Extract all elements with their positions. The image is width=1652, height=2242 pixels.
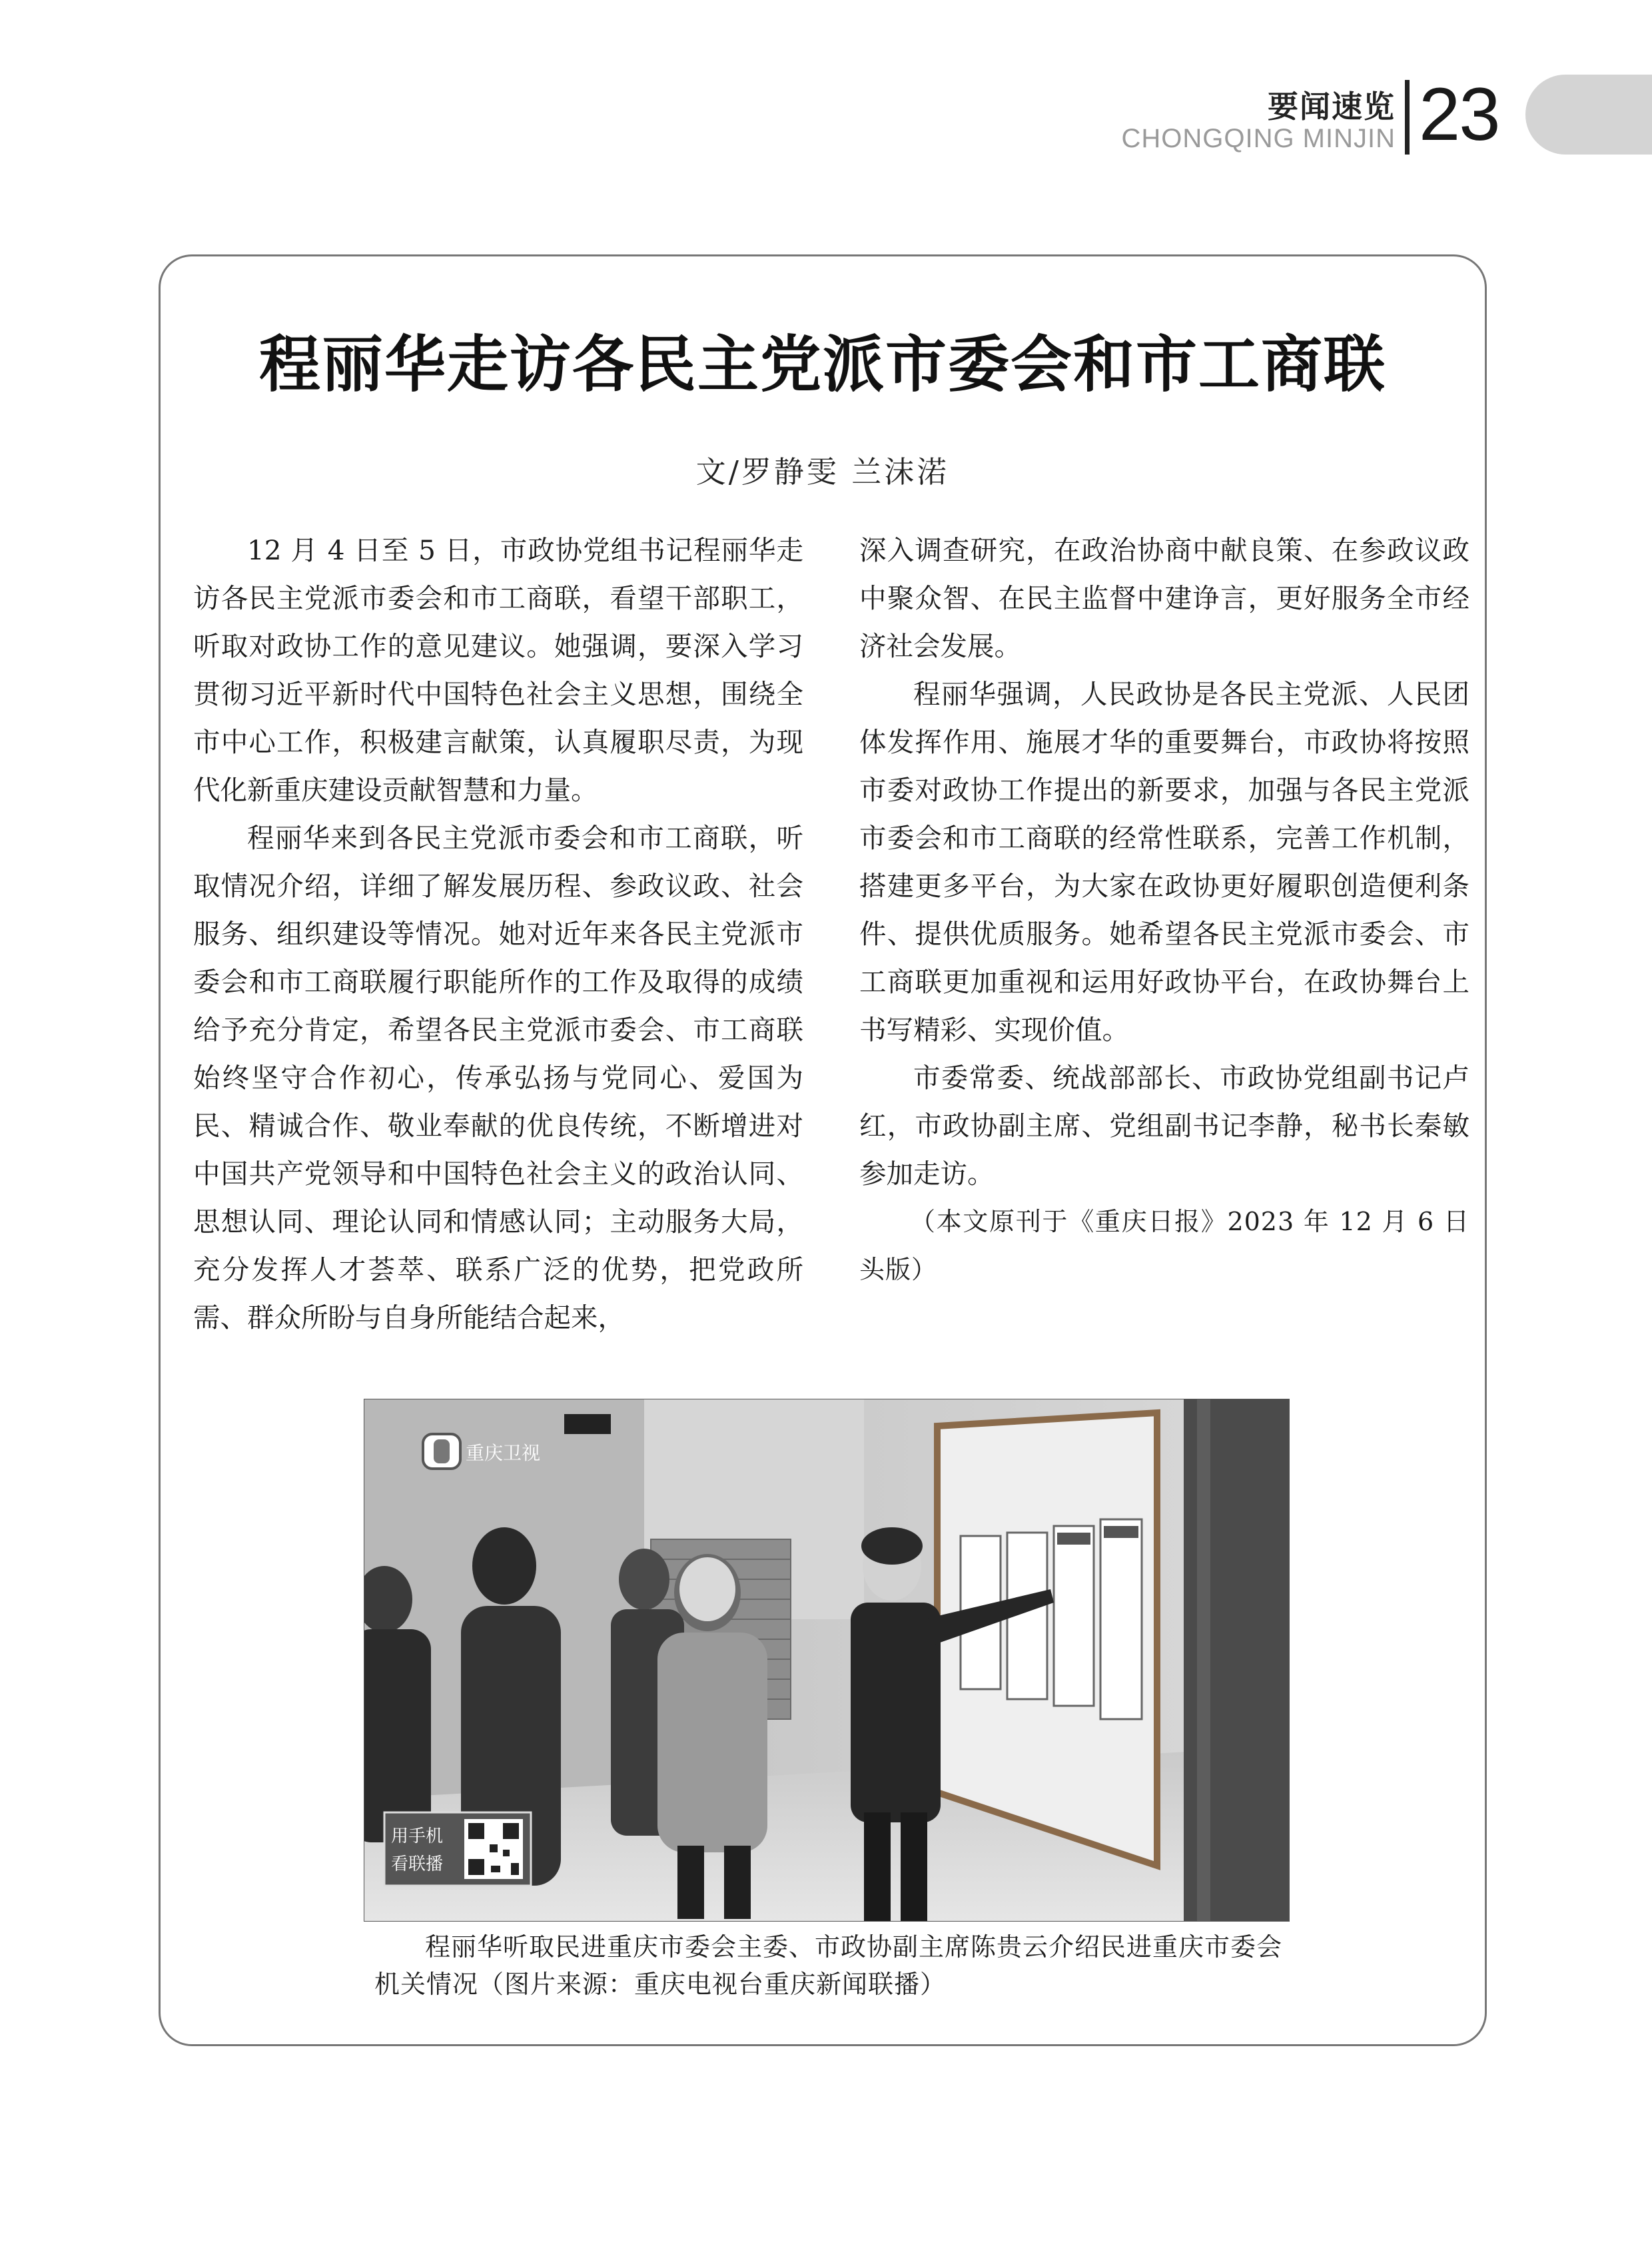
article-title: 程丽华走访各民主党派市委会和市工商联 (258, 329, 1386, 400)
left-column (193, 526, 803, 1341)
paragraph: 程丽华强调，人民政协是各民主党派、人民团体发挥作用、施展才华的重要舞台，市政协将按照市委对政协工作提出的新要求，加强与各民主党派市委会和市工商联的经常性联系，完善工作机制，搭建更多平台，为大家在政协更好履职创造便利条件、提供优质服务。她希望各民主党派市委会、市工商联更加重视和运用好政协平台，在政协舞台上书写精彩、实现价值。 (859, 678, 1469, 1046)
section-title: 要闻速览 (1268, 89, 1396, 125)
paragraph: 程丽华来到各民主党派市委会和市工商联，听取情况介绍，详细了解发展历程、参政议政、社会服务、组织建设等情况。她对近年来各民主党派市委会和市工商联履行职能所作的工作及取得的成绩给予充分肯定，希望各民主党派市委会、市工商联始终坚守合作初心，传承弘扬与党同心、爱国为民、精诚合作、敬业奉献的优良传统，不断增进对中国共产党领导和中国特色社会主义的政治认同、思想认同、理论认同和情感认同；主动服务大局，充分发挥人才荟萃、联系广泛的优势，把党政所需、群众所盼与自身所能结合起来， (193, 822, 803, 1333)
caption-text: 程丽华听取民进重庆市委会主委、市政协副主席陈贵云介绍民进重庆市委会机关情况（图片来源：重庆电视台重庆新闻联播） (374, 1932, 1283, 1999)
page-tab (1525, 75, 1652, 155)
qr-label-line1: 用手机 (391, 1826, 444, 1846)
paragraph-continuation: 深入调查研究，在政治协商中献良策、在参政议政中聚众智、在民主监督中建诤言，更好服务全市经济社会发展。 (859, 534, 1469, 662)
qr-label-line2: 看联播 (391, 1854, 444, 1874)
source-note: （本文原刊于《重庆日报》2023 年 12 月 6 日头版） (859, 1207, 1469, 1284)
page-number: 23 (1419, 73, 1499, 156)
channel-logo-text: 重庆卫视 (466, 1442, 541, 1464)
photo-illustration (364, 1399, 1290, 1922)
paragraph: 12 月 4 日至 5 日，市政协党组书记程丽华走访各民主党派市委会和市工商联，看望干部职工，听取对政协工作的意见建议。她强调，要深入学习贯彻习近平新时代中国特色社会主义思想，围绕全市中心工作，积极建言献策，认真履职尽责，为现代化新重庆建设贡献智慧和力量。 (193, 534, 803, 806)
right-column (859, 526, 1469, 1294)
paragraph: 市委常委、统战部部长、市政协党组副书记卢红，市政协副主席、党组副书记李静，秘书长秦敏参加走访。 (859, 1062, 1469, 1190)
news-photo (364, 1399, 1290, 1922)
qr-badge (384, 1812, 531, 1886)
photo-caption (374, 1928, 1300, 2003)
publication-name: CHONGQING MINJIN (1121, 124, 1396, 153)
article-byline: 文/罗静雯 兰沫渃 (695, 454, 950, 490)
header-divider (1405, 80, 1410, 155)
